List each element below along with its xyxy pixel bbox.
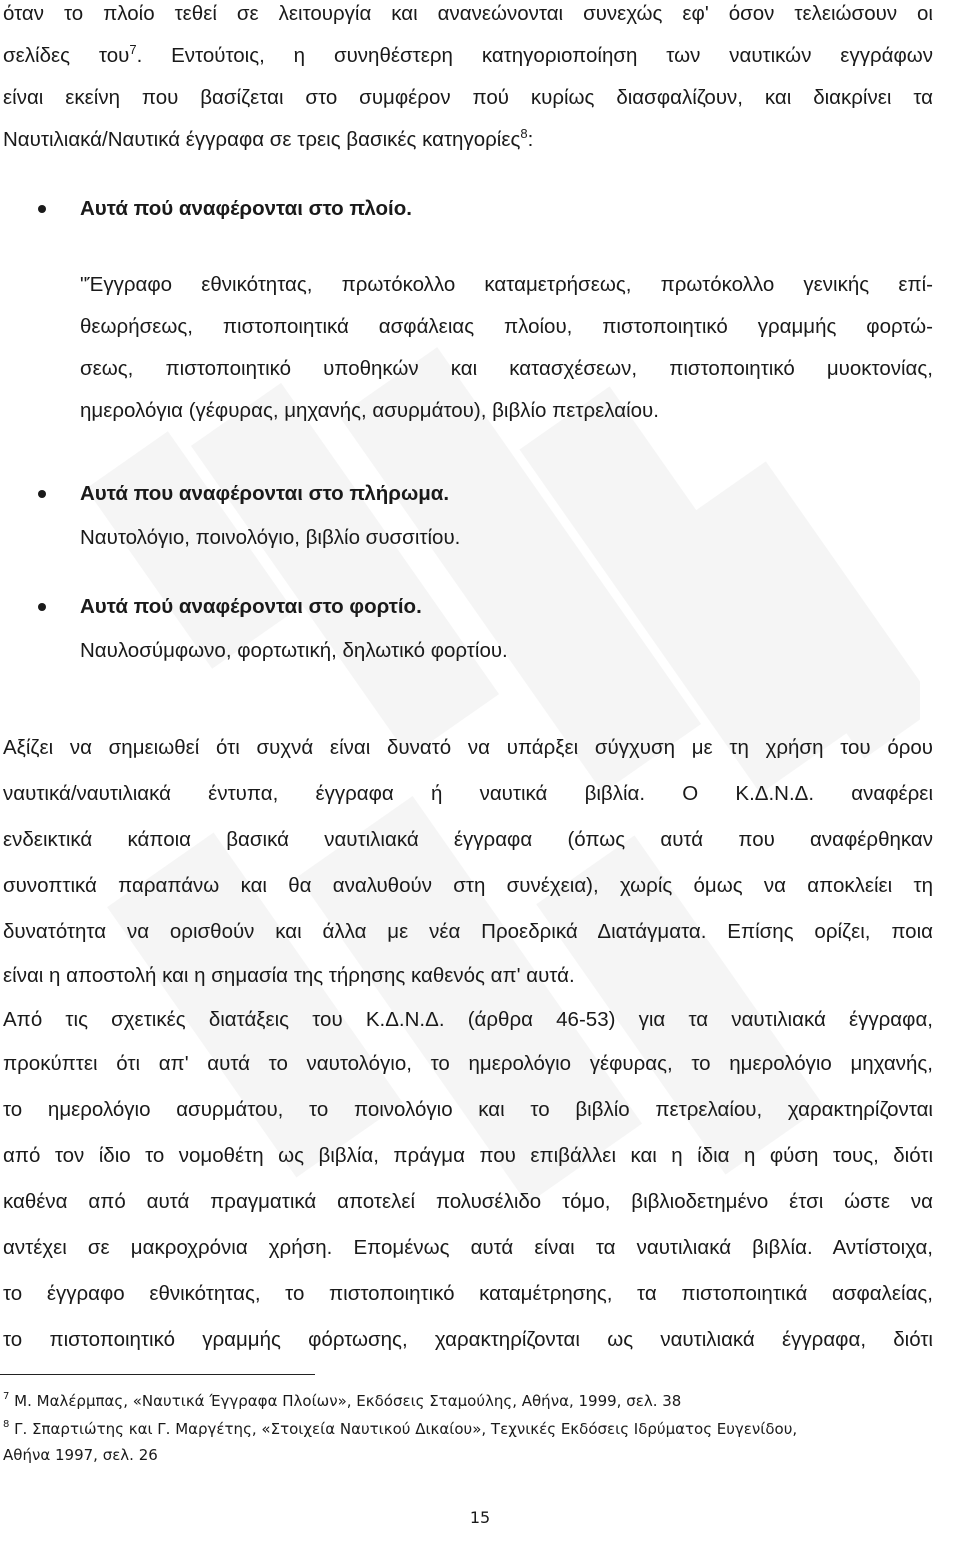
- intro-line-2-end: . Εντούτοις, η συνηθέστερη κατηγοριοποίηση των ναυτικών εγγράφων: [136, 44, 934, 67]
- footnote-8-number: 8: [3, 1419, 10, 1430]
- page-number: 15: [469, 1508, 491, 1527]
- footnote-8-text: Γ. Σπαρτιώτης και Γ. Μαργέτης, «Στοιχεία Ναυτικού Δικαίου», Τεχνικές Εκδόσεις Ιδρύματος Ευγενίδου,: [9, 1420, 798, 1438]
- paragraph-2-line-3: το ημερολόγιο ασυρμάτου, το ποινολόγιο και το βιβλίο πετρελαίου, χαρακτηρίζονται: [3, 1098, 933, 1121]
- category-heading-cargo: Αυτά πού αναφέρονται στο φορτίο.: [80, 595, 422, 618]
- footnote-8-continuation: Αθήνα 1997, σελ. 26: [3, 1446, 158, 1464]
- intro-line-4-end: :: [527, 128, 534, 151]
- paragraph-2-line-4: από τον ίδιο το νομοθέτη ως βιβλία, πράγμα που επιβάλλει και η ίδια η φύση τους, διότι: [3, 1144, 933, 1167]
- paragraph-2-line-2: προκύπτει ότι απ' αυτά το ναυτολόγιο, το ημερολόγιο γέφυρας, το ημερολόγιο μηχανής,: [3, 1052, 933, 1075]
- intro-line-3: είναι εκείνη που βασίζεται στο συμφέρον πού κυρίως διασφαλίζουν, και διακρίνει τα: [3, 86, 933, 109]
- category-ship-line-2: θεωρήσεως, πιστοποιητικά ασφάλειας πλοίου, πιστοποιητικό γραμμής φορτώ-: [80, 315, 933, 338]
- paragraph-2-line-1: Από τις σχετικές διατάξεις του Κ.Δ.Ν.Δ. (άρθρα 46-53) για τα ναυτιλιακά έγγραφα,: [3, 1008, 933, 1031]
- intro-line-4-start: Ναυτιλιακά/Ναυτικά έγγραφα σε τρεις βασικές κατηγορίες: [3, 128, 521, 151]
- footnote-ref-8[interactable]: 8: [520, 126, 528, 141]
- paragraph-2-line-5: καθένα από αυτά πραγματικά αποτελεί πολυσέλιδο τόμο, βιβλιοδετημένο έτσι ώστε να: [3, 1190, 933, 1213]
- category-heading-crew: Αυτά που αναφέρονται στο πλήρωμα.: [80, 482, 450, 505]
- paragraph-2-line-7: το έγγραφο εθνικότητας, το πιστοποιητικό καταμέτρησης, τα πιστοποιητικά ασφαλείας,: [3, 1282, 933, 1305]
- paragraph-2-line-6: αντέχει σε μακροχρόνια χρήση. Επομένως αυτά είναι τα ναυτιλιακά βιβλία. Αντίστοιχα,: [3, 1236, 933, 1259]
- category-crew-line-1: Ναυτολόγιο, ποινολόγιο, βιβλίο συσσιτίου.: [80, 526, 461, 549]
- intro-line-2-start: σελίδες του: [3, 44, 130, 67]
- intro-line-1: όταν το πλοίο τεθεί σε λειτουργία και ανανεώνονται συνεχώς εφ' όσον τελειώσουν οι: [3, 2, 933, 25]
- category-ship-line-3: σεως, πιστοποιητικό υποθηκών και κατασχέσεων, πιστοποιητικό μυοκτονίας,: [80, 357, 933, 380]
- footnote-8: [3, 1418, 933, 1440]
- bullet-icon: [38, 490, 46, 498]
- paragraph-1-line-4: συνοπτικά παραπάνω και θα αναλυθούν στη συνέχεια), χωρίς όμως να αποκλείει τη: [3, 874, 933, 897]
- paragraph-1-line-2: ναυτικά/ναυτιλιακά έντυπα, έγγραφα ή ναυτικά βιβλία. Ο Κ.Δ.Ν.Δ. αναφέρει: [3, 782, 933, 805]
- paragraph-1-line-1: Αξίζει να σημειωθεί ότι συχνά είναι δυνατό να υπάρξει σύγχυση με τη χρήση του όρου: [3, 736, 933, 759]
- bullet-icon: [38, 205, 46, 213]
- paragraph-1-line-5: δυνατότητα να ορισθούν και άλλα με νέα Προεδρικά Διατάγματα. Επίσης ορίζει, ποια: [3, 920, 933, 943]
- paragraph-1-line-6: είναι η αποστολή και η σημασία της τήρησης καθενός απ' αυτά.: [3, 964, 575, 987]
- footnote-7: [3, 1390, 933, 1412]
- paragraph-2-line-8: το πιστοποιητικό γραμμής φόρτωσης, χαρακτηρίζονται ως ναυτιλιακά έγγραφα, διότι: [3, 1328, 933, 1351]
- category-cargo-line-1: Ναυλοσύμφωνο, φορτωτική, δηλωτικό φορτίου.: [80, 639, 508, 662]
- footnote-7-number: 7: [3, 1391, 10, 1402]
- intro-line-4: [3, 126, 960, 154]
- footnote-7-text: Μ. Μαλέρμπας, «Ναυτικά Έγγραφα Πλοίων», Εκδόσεις Σταμούλης, Αθήνα, 1999, σελ. 38: [9, 1392, 682, 1410]
- bullet-icon: [38, 603, 46, 611]
- intro-line-2: [3, 42, 933, 70]
- category-ship-line-1: "Έγγραφο εθνικότητας, πρωτόκολλο καταμετρήσεως, πρωτόκολλο γενικής επί-: [80, 273, 933, 296]
- category-heading-ship: Αυτά πού αναφέρονται στο πλοίο.: [80, 197, 412, 220]
- footnote-separator: [0, 1374, 315, 1375]
- paragraph-1-line-3: ενδεικτικά κάποια βασικά ναυτιλιακά έγγραφα (όπως αυτά που αναφέρθηκαν: [3, 828, 933, 851]
- category-ship-line-4: ημερολόγια (γέφυρας, μηχανής, ασυρμάτου), βιβλίο πετρελαίου.: [80, 399, 659, 422]
- footnote-ref-7[interactable]: 7: [129, 42, 137, 57]
